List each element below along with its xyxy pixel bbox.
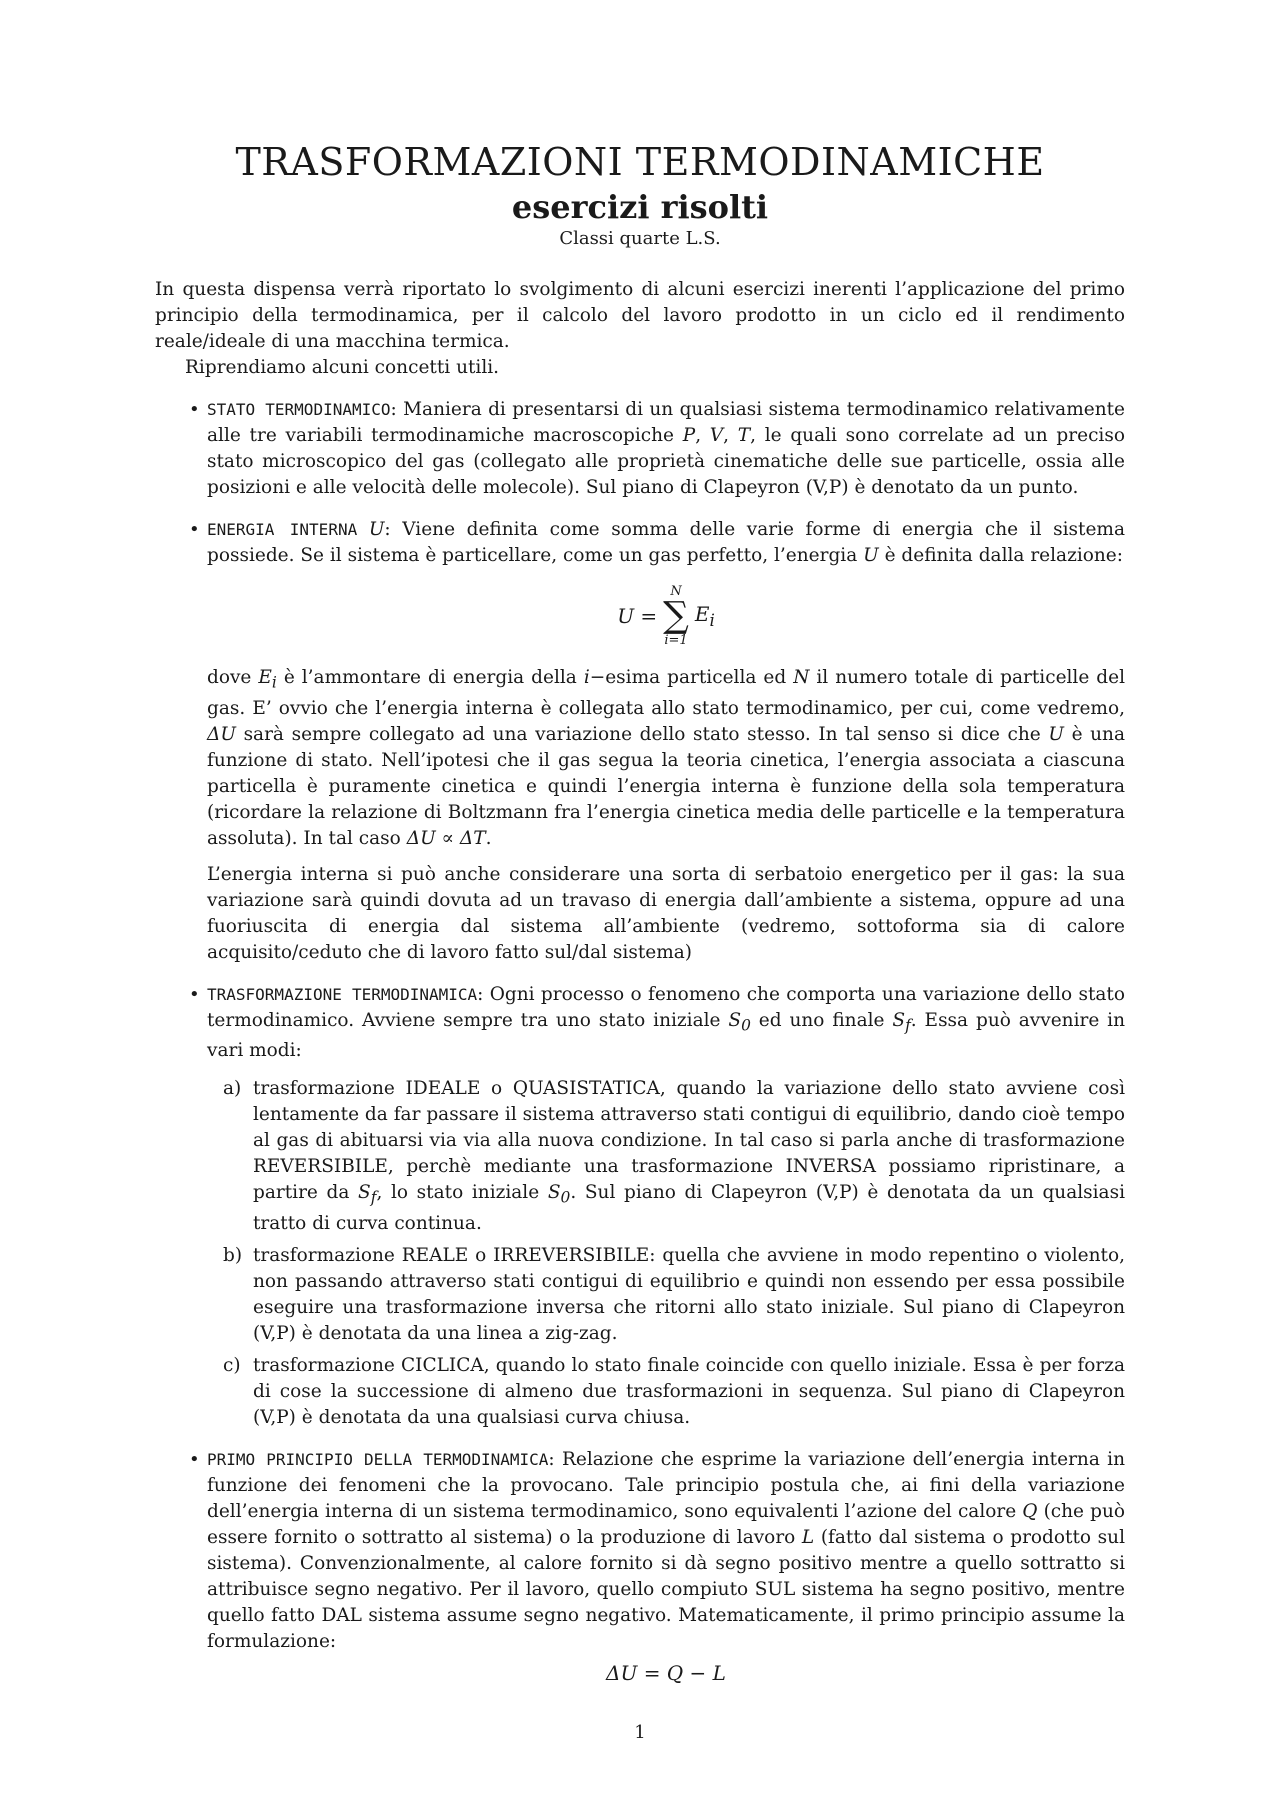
- intro-paragraph: In questa dispensa verrà riportato lo svolgimento di alcuni esercizi inerenti l’applicazione del primo principio della termodinamica, per il calcolo del lavoro prodotto in un ciclo ed il rendimento reale/ideale di una macchina termica.: [155, 278, 1125, 352]
- primo-keyword: PRIMO PRINCIPIO DELLA TERMODINAMICA: [207, 1450, 549, 1470]
- energia-keyword: ENERGIA INTERNA: [207, 519, 358, 539]
- stato-keyword: STATO TERMODINAMICO: [207, 399, 391, 419]
- page-content: [155, 140, 1125, 1701]
- first-law-equation: ΔU = Q − L: [606, 1661, 726, 1686]
- list-item-primo-principio: [155, 1447, 1125, 1685]
- summation-symbol: N ∑ i=1: [663, 583, 689, 648]
- energia-reservoir-paragraph: L’energia interna si può anche considerare una sorta di serbatoio energetico per il gas: la sua variazione sarà quindi dovuta ad un travaso di energia dall’ambiente a sistema, oppure ad una fuoriuscita di energia dal sistema all’ambiente (vedremo, sottoforma sia di calore acquisito/ceduto che di lavoro fatto sul/dal sistema): [207, 863, 1125, 963]
- energia-paragraph: • ENERGIA INTERNA U: Viene definita come somma delle varie forme di energia che il sistema possiede. Se il sistema è particellare, come un gas perfetto, l’energia U è definita dalla relazione:: [207, 518, 1125, 566]
- list-item: c) trasformazione CICLICA, quando lo stato finale coincide con quello iniziale. Essa è per forza di cose la successione di almeno due trasformazioni in sequenza. Sul piano di Clapeyron (V,P) è denotata da una qualsiasi curva chiusa.: [223, 1355, 1125, 1429]
- class-info: Classi quarte L.S.: [559, 227, 721, 249]
- list-item-energia: [155, 517, 1125, 966]
- concepts-list: [155, 397, 1125, 1685]
- list-item: a) trasformazione IDEALE o QUASISTATICA, quando la variazione dello stato avviene così lentamente da far passare il sistema attraverso stati contigui di equilibrio, dando cioè tempo al gas di abituarsi via via alla nuova condizione. In tal caso si parla anche di trasformazione REVERSIBILE, perchè mediante una trasformazione INVERSA possiamo ripristinare, a partire da $S_f$, lo stato iniziale $S_0$. Sul piano di Clapeyron (V,P) è denotata da un qualsiasi tratto di curva continua.: [223, 1078, 1125, 1235]
- page-title: TRASFORMAZIONI TERMODINAMICHE: [235, 140, 1045, 184]
- energy-sum-equation: U = N ∑ i=1 $E_i$: [617, 583, 715, 648]
- energia-explanation: dove $E_i$ è l’ammontare di energia della i−esima particella ed N il numero totale di particelle del gas. E’ ovvio che l’energia interna è collegata allo stato termodinamico, per cui, come vedremo, ΔU sarà sempre collegato ad una variazione dello stato stesso. In tal senso si dice che U è una funzione di stato. Nell’ipotesi che il gas segua la teoria cinetica, l’energia associata a ciascuna particella è puramente cinetica e quindi l’energia interna è funzione della sola temperatura (ricordare la relazione di Boltzmann fra l’energia cinetica media delle particelle e la temperatura assoluta). In tal caso ΔU ∝ ΔT.: [207, 666, 1125, 849]
- page-subtitle: esercizi risolti: [511, 187, 769, 226]
- list-item-trasformazione: [155, 982, 1125, 1431]
- stato-paragraph: • STATO TERMODINAMICO: Maniera di presentarsi di un qualsiasi sistema termodinamico relativamente alle tre variabili termodinamiche macroscopiche P, V, T, le quali sono correlate ad un preciso stato microscopico del gas (collegato alle proprietà cinematiche delle sue particelle, ossia alle posizioni e alle velocità delle molecole). Sul piano di Clapeyron (V,P) è denotato da un punto.: [207, 398, 1125, 498]
- list-item-stato: [155, 397, 1125, 501]
- intro-lead: Riprendiamo alcuni concetti utili.: [185, 356, 500, 378]
- primo-paragraph: • PRIMO PRINCIPIO DELLA TERMODINAMICA: Relazione che esprime la variazione dell’energia interna in funzione dei fenomeni che la provocano. Tale principio postula che, ai fini della variazione dell’energia interna di un sistema termodinamico, sono equivalenti l’azione del calore Q (che può essere fornito o sottratto al sistema) o la produzione di lavoro L (fatto dal sistema o prodotto sul sistema). Convenzionalmente, al calore fornito si dà segno positivo mentre a quello sottratto si attribuisce segno negativo. Per il lavoro, quello compiuto SUL sistema ha segno positivo, mentre quello fatto DAL sistema assume segno negativo. Matematicamente, il primo principio assume la formulazione:: [207, 1449, 1126, 1653]
- trasformazione-keyword: TRASFORMAZIONE TERMODINAMICA: [207, 984, 478, 1004]
- list-item: b) trasformazione REALE o IRREVERSIBILE: quella che avviene in modo repentino o violento, non passando attraverso stati contigui di equilibrio e quindi non essendo per essa possibile eseguire una trasformazione inversa che ritorni allo stato iniziale. Sul piano di Clapeyron (V,P) è denotata da una linea a zig-zag.: [223, 1245, 1125, 1345]
- trasformazione-paragraph: • TRASFORMAZIONE TERMODINAMICA: Ogni processo o fenomeno che comporta una variazione dello stato termodinamico. Avviene sempre tra uno stato iniziale $S_0$ ed uno finale $S_f$. Essa può avvenire in vari modi:: [207, 983, 1126, 1062]
- transformation-types-list: [207, 1076, 1125, 1431]
- page-number: 1: [634, 1722, 646, 1743]
